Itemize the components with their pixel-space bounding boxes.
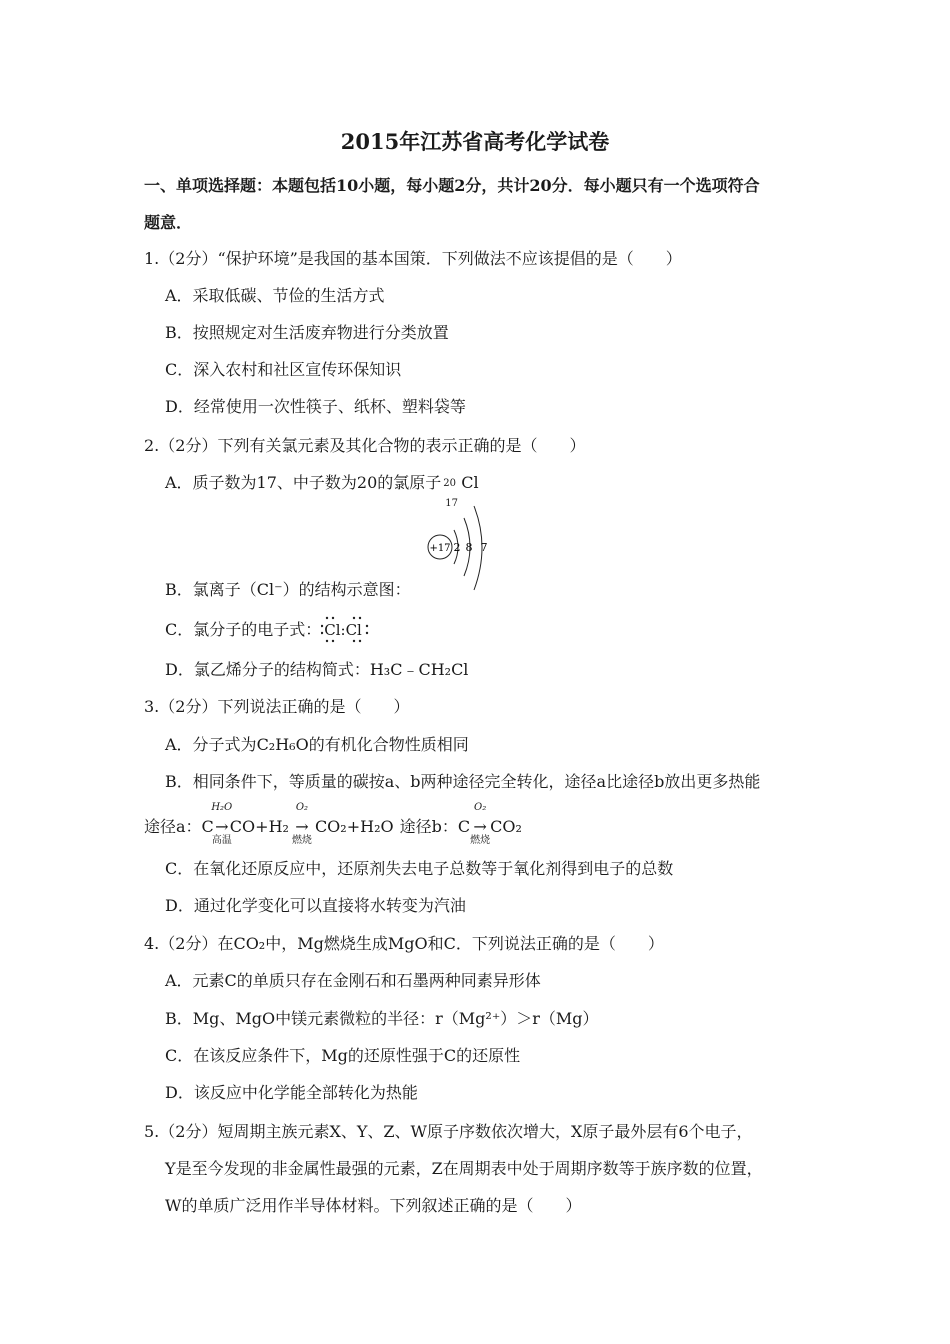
chlorine-electron-formula [321, 620, 365, 640]
route-a-label: 途径a：C [144, 817, 214, 836]
q4-option-a: A．元素C的单质只存在金刚石和石墨两种同素异形体 [165, 971, 541, 990]
mass-number: 20 [443, 478, 457, 489]
q3-option-a-post: 的有机化合物性质相同 [308, 735, 469, 754]
vinyl-chloride-formula: H₃C﹣CH₂Cl [369, 660, 469, 679]
q2-option-d [165, 660, 468, 680]
route-a-arrow-1-reagent: H₂O [211, 802, 233, 813]
route-b-arrow-condition: 燃烧 [470, 835, 491, 846]
q3-formula: C₂H₆O [256, 735, 309, 754]
q4-option-b: B．Mg、MgO中镁元素微粒的半径：r（Mg²⁺）＞r（Mg） [165, 1009, 599, 1028]
q2-option-a [165, 473, 479, 509]
route-a-arrow-1: → H₂O 高温 [214, 817, 230, 837]
q5-stem-line3: W的单质广泛用作半导体材料。下列叙述正确的是（ ） [165, 1196, 582, 1215]
q1-option-a: A．采取低碳、节俭的生活方式 [165, 286, 385, 305]
shell-electrons-1: 2 [453, 541, 461, 554]
q4-option-d: D．该反应中化学能全部转化为热能 [165, 1083, 418, 1102]
q3-option-c: C．在氧化还原反应中，还原剂失去电子总数等于氧化剂得到电子的总数 [165, 859, 674, 878]
atomic-number: 17 [445, 498, 459, 509]
route-b-arrow: → O₂ 燃烧 [470, 817, 490, 837]
route-a-arrow-1-condition: 高温 [211, 835, 232, 846]
q3-option-a-pre: A．分子式为 [165, 735, 257, 754]
q5-stem-line1: 5.（2分）短周期主族元素X、Y、Z、W原子序数依次增大，X原子最外层有6个电子， [144, 1122, 753, 1141]
q1-option-b: B．按照规定对生活废弃物进行分类放置 [165, 323, 449, 342]
chloride-ion-structure-diagram [420, 500, 500, 596]
shell-electrons-3: 7 [480, 541, 488, 554]
q2-option-b: B．氯离子（Cl⁻）的结构示意图： [165, 580, 411, 599]
q2-option-c-text: C．氯分子的电子式： [165, 620, 322, 639]
q4-option-c: C．在该反应条件下，Mg的还原性强于C的还原性 [165, 1046, 521, 1065]
q2-option-d-text: D．氯乙烯分子的结构简式： [165, 660, 370, 679]
route-b-product: CO₂ [490, 817, 522, 836]
route-a-intermediate: CO+H₂ [229, 817, 289, 836]
q3-stem: 3.（2分）下列说法正确的是（ ） [144, 697, 410, 716]
nucleus-charge: +17 [429, 543, 451, 554]
route-b-label: 途径b：C [399, 817, 471, 836]
section-heading-line2: 题意． [144, 213, 193, 232]
route-a-arrow-2-condition: 燃烧 [291, 835, 312, 846]
q2-stem: 2.（2分）下列有关氯元素及其化合物的表示正确的是（ ） [144, 436, 586, 455]
q2-option-c [165, 620, 365, 640]
q3-option-a [165, 735, 469, 755]
q2-option-a-text: A．质子数为17、中子数为20的氯原子 [165, 473, 442, 492]
q1-option-d: D．经常使用一次性筷子、纸杯、塑料袋等 [165, 397, 466, 416]
q1-option-c: C．深入农村和社区宣传环保知识 [165, 360, 402, 379]
route-a-product: CO₂+H₂O [314, 817, 394, 836]
route-b-arrow-reagent: O₂ [474, 802, 487, 813]
q4-stem: 4.（2分）在CO₂中，Mg燃烧生成MgO和C．下列说法正确的是（ ） [144, 934, 664, 953]
q3-option-b: B．相同条件下，等质量的碳按a、b两种途径完全转化，途径a比途径b放出更多热能 [165, 772, 761, 791]
q3-routes [144, 802, 522, 846]
chlorine-symbol: Cl [461, 473, 479, 492]
electron-dots-icon [321, 614, 381, 646]
electron-formula-text: Cl:Cl [324, 621, 362, 639]
shell-electrons-2: 8 [465, 541, 473, 554]
exam-title: 2015年江苏省高考化学试卷 [340, 129, 610, 154]
q1-stem: 1.（2分）“保护环境”是我国的基本国策．下列做法不应该提倡的是（ ） [144, 249, 682, 268]
q3-option-d: D．通过化学变化可以直接将水转变为汽油 [165, 896, 466, 915]
q5-stem-line2: Y是至今发现的非金属性最强的元素，Z在周期表中处于周期序数等于族序数的位置， [165, 1159, 763, 1178]
section-heading-line1: 一、单项选择题：本题包括10小题，每小题2分，共计20分．每小题只有一个选项符合 [144, 176, 760, 195]
route-a-arrow-2: → O₂ 燃烧 [289, 817, 315, 837]
route-a-arrow-2-reagent: O₂ [295, 802, 309, 813]
